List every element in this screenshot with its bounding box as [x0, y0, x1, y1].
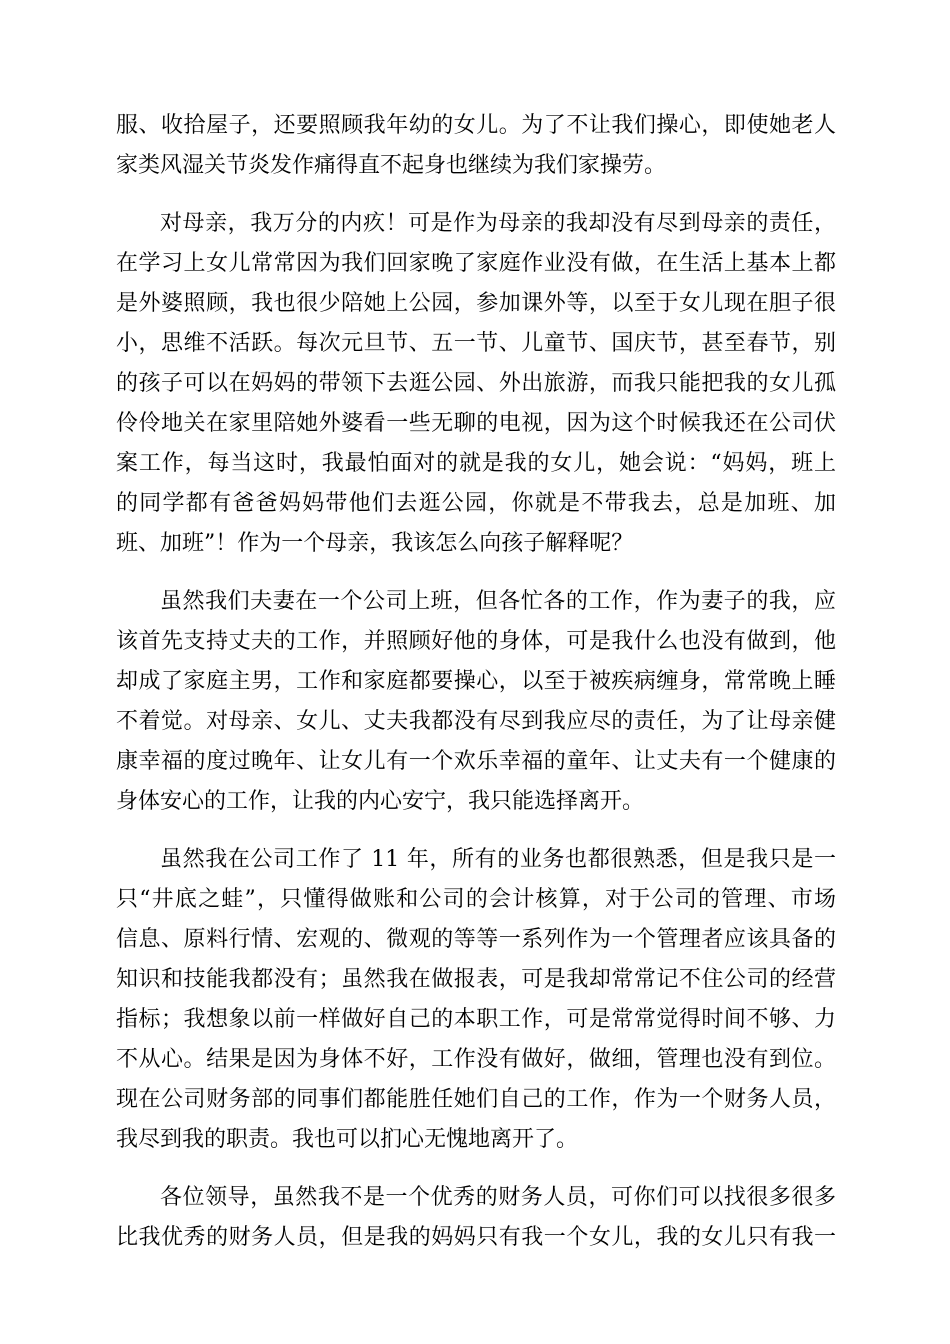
paragraph-line: 不从心。结果是因为身体不好，工作没有做好，做细，管理也没有到位。	[116, 1047, 836, 1072]
paragraph-line: 现在公司财务部的同事们都能胜任她们自己的工作，作为一个财务人员，	[116, 1087, 836, 1112]
paragraph-line: 小，思维不活跃。每次元旦节、五一节、儿童节、国庆节，甚至春节，别	[116, 331, 836, 356]
paragraph-line: 我尽到我的职责。我也可以扪心无愧地离开了。	[116, 1127, 579, 1152]
paragraph-line: 伶伶地关在家里陪她外婆看一些无聊的电视，因为这个时候我还在公司伏	[116, 411, 836, 436]
paragraph	[116, 1178, 836, 1258]
paragraph-line: 的孩子可以在妈妈的带领下去逛公园、外出旅游，而我只能把我的女儿孤	[116, 371, 836, 396]
paragraph-line: 是外婆照顾，我也很少陪她上公园，参加课外等，以至于女儿现在胆子很	[116, 291, 836, 316]
paragraph-line: 却成了家庭主男，工作和家庭都要操心，以至于被疾病缠身，常常晚上睡	[116, 669, 836, 694]
paragraph	[116, 840, 836, 1160]
document-body	[116, 106, 836, 1276]
paragraph-line: 在学习上女儿常常因为我们回家晚了家庭作业没有做，在生活上基本上都	[116, 251, 836, 276]
paragraph	[116, 106, 836, 186]
paragraph-line: 该首先支持丈夫的工作，并照顾好他的身体，可是我什么也没有做到，他	[116, 629, 836, 654]
paragraph-line: 各位领导，虽然我不是一个优秀的财务人员，可你们可以找很多很多	[160, 1185, 836, 1210]
paragraph	[116, 582, 836, 822]
paragraph-line: 的同学都有爸爸妈妈带他们去逛公园，你就是不带我去，总是加班、加	[116, 491, 836, 516]
paragraph-line: 班、加班”！作为一个母亲，我该怎么向孩子解释呢？	[116, 531, 634, 556]
paragraph-line: 案工作，每当这时，我最怕面对的就是我的女儿，她会说：“妈妈，班上	[116, 451, 836, 476]
paragraph-line: 虽然我在公司工作了 11 年，所有的业务也都很熟悉，但是我只是一	[160, 847, 836, 872]
paragraph-line: 知识和技能我都没有；虽然我在做报表，可是我却常常记不住公司的经营	[116, 967, 836, 992]
paragraph-line: 只“井底之蛙”，只懂得做账和公司的会计核算，对于公司的管理、市场	[116, 887, 836, 912]
paragraph-line: 对母亲，我万分的内疚！可是作为母亲的我却没有尽到母亲的责任，	[160, 211, 836, 236]
paragraph-line: 指标；我想象以前一样做好自己的本职工作，可是常常觉得时间不够、力	[116, 1007, 836, 1032]
paragraph-line: 家类风湿关节炎发作痛得直不起身也继续为我们家操劳。	[116, 153, 667, 178]
paragraph-line: 服、收拾屋子，还要照顾我年幼的女儿。为了不让我们操心，即使她老人	[116, 113, 836, 138]
paragraph-line: 身体安心的工作，让我的内心安宁，我只能选择离开。	[116, 789, 645, 814]
paragraph-line: 信息、原料行情、宏观的、微观的等等一系列作为一个管理者应该具备的	[116, 927, 836, 952]
paragraph-line: 虽然我们夫妻在一个公司上班，但各忙各的工作，作为妻子的我，应	[160, 589, 836, 614]
paragraph-line: 比我优秀的财务人员，但是我的妈妈只有我一个女儿，我的女儿只有我一	[116, 1225, 836, 1250]
paragraph	[116, 204, 836, 564]
paragraph-line: 不着觉。对母亲、女儿、丈夫我都没有尽到我应尽的责任，为了让母亲健	[116, 709, 836, 734]
paragraph-line: 康幸福的度过晚年、让女儿有一个欢乐幸福的童年、让丈夫有一个健康的	[116, 749, 836, 774]
